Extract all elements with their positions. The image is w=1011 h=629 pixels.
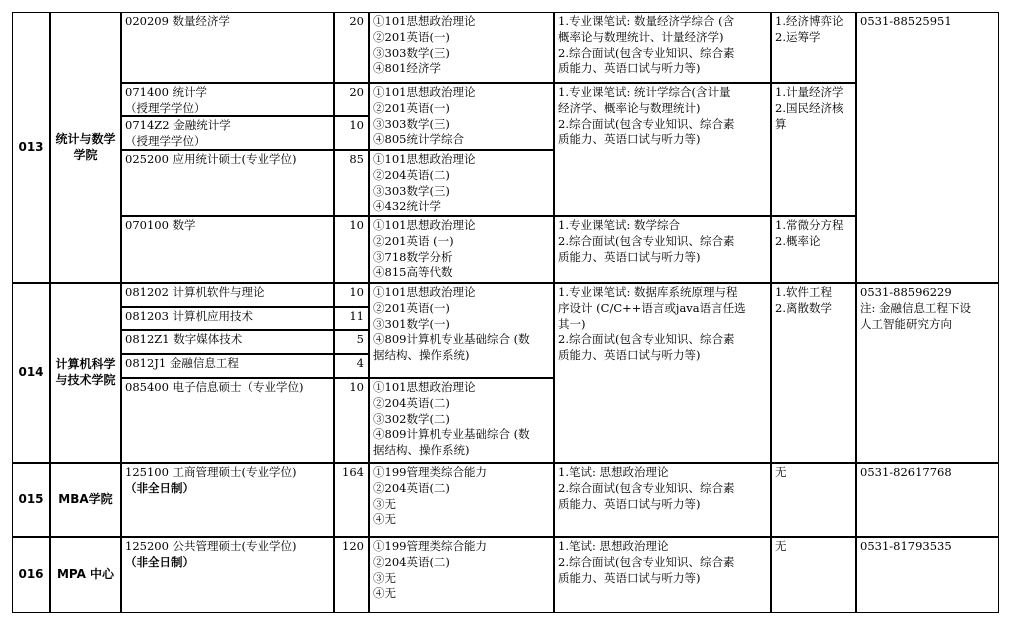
exam-subjects: ①199管理类综合能力 ②204英语(二) ③无 ④无 — [369, 463, 554, 537]
dept-name-015: MBA学院 — [50, 463, 121, 537]
exam-subjects: ①199管理类综合能力 ②204英语(二) ③无 ④无 — [369, 537, 554, 613]
major-0812J1: 0812J1 金融信息工程 — [121, 354, 334, 378]
addtest: 无 — [771, 463, 856, 537]
count-020209: 20 — [334, 12, 369, 83]
count-0812J1: 4 — [334, 354, 369, 378]
count-125100: 164 — [334, 463, 369, 537]
contact: 0531-81793535 — [856, 537, 999, 613]
major-085400: 085400 电子信息硕士（专业学位) — [121, 378, 334, 463]
count-070100: 10 — [334, 216, 369, 283]
major-020209: 020209 数量经济学 — [121, 12, 334, 83]
addtest: 1.计量经济学 2.国民经济核 算 — [771, 83, 856, 216]
dept-code-016: 016 — [12, 537, 50, 613]
exam-subjects: ①101思想政治理论 ②201英语(一) ③301数学(一) ④809计算机专业基础综合 (数 据结构、操作系统) — [369, 283, 554, 378]
retest-content: 1.专业课笔试: 数量经济学综合 (含 概率论与数理统计、计量经济学) 2.综合面试(包含专业知识、综合素 质能力、英语口试与听力等) — [554, 12, 771, 83]
count-081203: 11 — [334, 307, 369, 330]
major-070100: 070100 数学 — [121, 216, 334, 283]
addtest: 无 — [771, 537, 856, 613]
addtest: 1.软件工程 2.离散数学 — [771, 283, 856, 463]
retest-content: 1.笔试: 思想政治理论 2.综合面试(包含专业知识、综合素 质能力、英语口试与听力等) — [554, 463, 771, 537]
major-0812Z1: 0812Z1 数字媒体技术 — [121, 330, 334, 354]
contact: 0531-88525951 — [856, 12, 999, 283]
retest-content: 1.专业课笔试: 数学综合 2.综合面试(包含专业知识、综合素 质能力、英语口试与听力等) — [554, 216, 771, 283]
dept-code-015: 015 — [12, 463, 50, 537]
dept-code-013: 013 — [12, 12, 50, 283]
retest-content: 1.笔试: 思想政治理论 2.综合面试(包含专业知识、综合素 质能力、英语口试与听力等) — [554, 537, 771, 613]
count-085400: 10 — [334, 378, 369, 463]
count-025200: 85 — [334, 150, 369, 216]
major-081203: 081203 计算机应用技术 — [121, 307, 334, 330]
dept-code-014: 014 — [12, 283, 50, 463]
contact: 0531-88596229 注: 金融信息工程下设 人工智能研究方向 — [856, 283, 999, 463]
count-0812Z1: 5 — [334, 330, 369, 354]
count-071400: 20 — [334, 83, 369, 116]
addtest: 1.常微分方程 2.概率论 — [771, 216, 856, 283]
exam-subjects: ①101思想政治理论 ②201英语(一) ③303数学(三) ④801经济学 — [369, 12, 554, 83]
count-081202: 10 — [334, 283, 369, 307]
major-125200: 125200 公共管理硕士(专业学位) （非全日制） — [121, 537, 334, 613]
major-025200: 025200 应用统计硕士(专业学位) — [121, 150, 334, 216]
exam-subjects: ①101思想政治理论 ②204英语(二) ③303数学(三) ④432统计学 — [369, 150, 554, 216]
dept-name-016: MPA 中心 — [50, 537, 121, 613]
exam-subjects: ①101思想政治理论 ②201英语 (一) ③718数学分析 ④815高等代数 — [369, 216, 554, 283]
dept-name-013: 统计与数学学院 — [50, 12, 121, 283]
count-125200: 120 — [334, 537, 369, 613]
addtest: 1.经济博弈论 2.运筹学 — [771, 12, 856, 83]
major-125100: 125100 工商管理硕士(专业学位) （非全日制） — [121, 463, 334, 537]
contact: 0531-82617768 — [856, 463, 999, 537]
major-081202: 081202 计算机软件与理论 — [121, 283, 334, 307]
dept-name-014: 计算机科学与技术学院 — [50, 283, 121, 463]
count-0714Z2: 10 — [334, 116, 369, 150]
exam-subjects: ①101思想政治理论 ②201英语(一) ③303数学(三) ④805统计学综合 — [369, 83, 554, 150]
retest-content: 1.专业课笔试: 数据库系统原理与程 序设计 (C/C++语言或java语言任选 其一) 2.综合面试(包含专业知识、综合素 质能力、英语口试与听力等) — [554, 283, 771, 463]
major-071400: 071400 统计学 （授理学学位） — [121, 83, 334, 116]
major-0714Z2: 0714Z2 金融统计学 （授理学学位） — [121, 116, 334, 150]
exam-subjects: ①101思想政治理论 ②204英语(二) ③302数学(二) ④809计算机专业基础综合 (数 据结构、操作系统) — [369, 378, 554, 463]
retest-content: 1.专业课笔试: 统计学综合(含计量 经济学、概率论与数理统计) 2.综合面试(包含专业知识、综合素 质能力、英语口试与听力等) — [554, 83, 771, 216]
